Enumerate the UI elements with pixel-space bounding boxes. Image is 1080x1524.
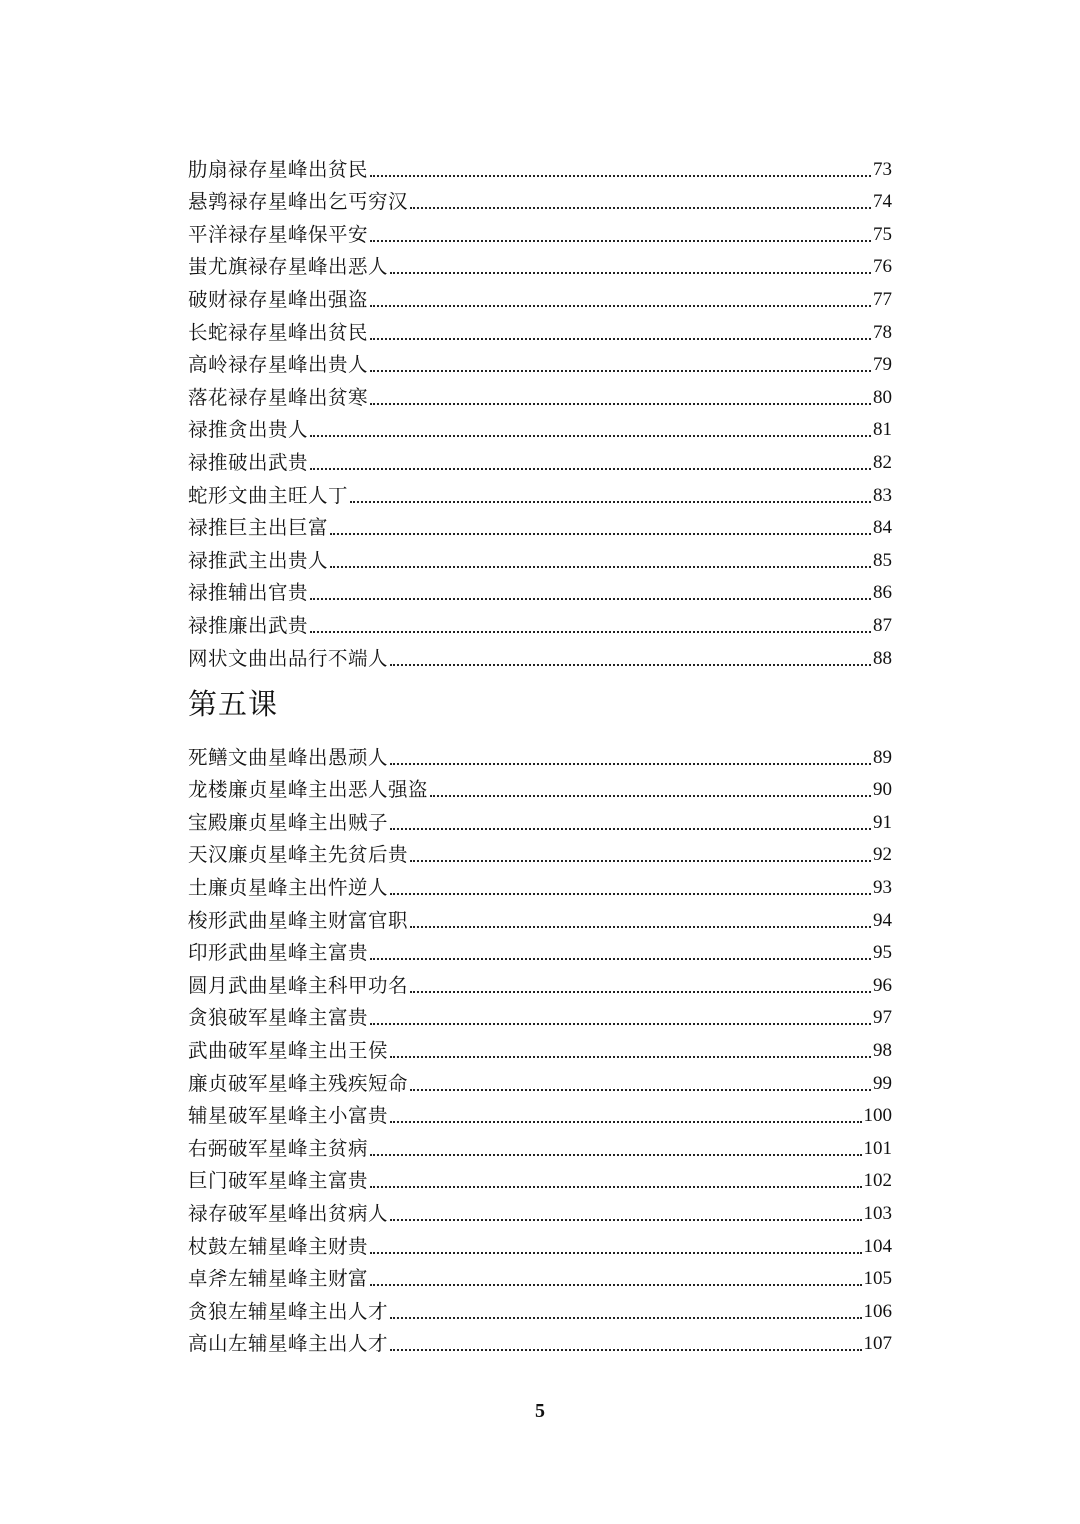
dot-leader bbox=[370, 1186, 861, 1188]
toc-entry-title: 圆月武曲星峰主科甲功名 bbox=[188, 973, 409, 997]
dot-leader bbox=[370, 370, 871, 372]
toc-entry-page: 104 bbox=[863, 1235, 892, 1257]
toc-entry-title: 巨门破军星峰主富贵 bbox=[188, 1169, 369, 1193]
toc-entry-title: 廉贞破军星峰主残疾短命 bbox=[188, 1071, 409, 1095]
dot-leader bbox=[370, 1154, 861, 1156]
toc-row[interactable] bbox=[188, 738, 892, 771]
toc-row[interactable] bbox=[188, 1260, 892, 1293]
toc-entry-title: 蛇形文曲主旺人丁 bbox=[188, 483, 349, 507]
toc-entry-page: 94 bbox=[873, 909, 892, 931]
toc-entry-title: 武曲破军星峰主出王侯 bbox=[188, 1038, 389, 1062]
dot-leader bbox=[410, 207, 871, 209]
toc-row[interactable] bbox=[188, 574, 892, 607]
toc-row[interactable] bbox=[188, 411, 892, 444]
toc-entry-title: 禄推辅出官贵 bbox=[188, 581, 309, 605]
toc-row[interactable] bbox=[188, 313, 892, 346]
toc-entry-page: 106 bbox=[863, 1300, 892, 1322]
toc-entry-title: 贪狼破军星峰主富贵 bbox=[188, 1006, 369, 1030]
toc-row[interactable] bbox=[188, 606, 892, 639]
dot-leader bbox=[410, 1089, 871, 1091]
toc-entry-page: 99 bbox=[873, 1072, 892, 1094]
toc-entry-page: 86 bbox=[873, 582, 892, 604]
toc-entry-page: 78 bbox=[873, 321, 892, 343]
dot-leader bbox=[310, 631, 871, 633]
toc-entry-title: 龙楼廉贞星峰主出恶人强盗 bbox=[188, 778, 429, 802]
dot-leader bbox=[410, 926, 871, 928]
toc-entry-page: 95 bbox=[873, 942, 892, 964]
dot-leader bbox=[370, 240, 871, 242]
toc-entry-title: 长蛇禄存星峰出贫民 bbox=[188, 320, 369, 344]
toc-entry-title: 土廉贞星峰主出忤逆人 bbox=[188, 875, 389, 899]
toc-entry-title: 禄推廉出武贵 bbox=[188, 613, 309, 637]
toc-row[interactable] bbox=[188, 966, 892, 999]
toc-row[interactable] bbox=[188, 476, 892, 509]
dot-leader bbox=[370, 1252, 861, 1254]
dot-leader bbox=[430, 795, 871, 797]
toc-row[interactable] bbox=[188, 509, 892, 542]
toc-entry-title: 死鳝文曲星峰出愚顽人 bbox=[188, 745, 389, 769]
toc-entry-title: 禄存破军星峰出贫病人 bbox=[188, 1201, 389, 1225]
dot-leader bbox=[410, 991, 871, 993]
toc-entry-page: 100 bbox=[863, 1105, 892, 1127]
toc-entry-page: 74 bbox=[873, 191, 892, 213]
toc-entry-title: 杖鼓左辅星峰主财贵 bbox=[188, 1234, 369, 1258]
dot-leader bbox=[390, 893, 871, 895]
toc-row[interactable] bbox=[188, 215, 892, 248]
toc-entry-page: 87 bbox=[873, 614, 892, 636]
toc-entry-title: 辅星破军星峰主小富贵 bbox=[188, 1104, 389, 1128]
dot-leader bbox=[410, 860, 871, 862]
toc-entry-page: 102 bbox=[863, 1170, 892, 1192]
section-heading: 第五课 bbox=[188, 687, 279, 721]
toc-entry-title: 蚩尤旗禄存星峰出恶人 bbox=[188, 255, 389, 279]
dot-leader bbox=[390, 272, 871, 274]
toc-entry-title: 网状文曲出品行不端人 bbox=[188, 646, 389, 670]
toc-entry-page: 91 bbox=[873, 811, 892, 833]
toc-entry-page: 85 bbox=[873, 549, 892, 571]
dot-leader bbox=[310, 598, 871, 600]
toc-entry-title: 宝殿廉贞星峰主出贼子 bbox=[188, 810, 389, 834]
dot-leader bbox=[310, 435, 871, 437]
toc-row[interactable] bbox=[188, 836, 892, 869]
toc-row[interactable] bbox=[188, 1194, 892, 1227]
toc-entry-title: 禄推武主出贵人 bbox=[188, 548, 329, 572]
dot-leader bbox=[390, 828, 871, 830]
toc-entry-title: 卓斧左辅星峰主财富 bbox=[188, 1267, 369, 1291]
toc-row[interactable] bbox=[188, 639, 892, 672]
toc-entry-title: 梭形武曲星峰主财富官职 bbox=[188, 908, 409, 932]
dot-leader bbox=[370, 1023, 871, 1025]
toc-entry-title: 贪狼左辅星峰主出人才 bbox=[188, 1299, 389, 1323]
toc-entry-page: 89 bbox=[873, 746, 892, 768]
toc-row[interactable] bbox=[188, 934, 892, 967]
toc-entry-page: 98 bbox=[873, 1039, 892, 1061]
toc-list-top bbox=[188, 150, 892, 672]
toc-row[interactable] bbox=[188, 1227, 892, 1260]
toc-entry-page: 107 bbox=[863, 1333, 892, 1355]
dot-leader bbox=[310, 468, 871, 470]
dot-leader bbox=[390, 1056, 871, 1058]
toc-entry-title: 禄推贪出贵人 bbox=[188, 418, 309, 442]
toc-entry-page: 101 bbox=[863, 1137, 892, 1159]
toc-entry-title: 禄推巨主出巨富 bbox=[188, 516, 329, 540]
toc-entry-page: 97 bbox=[873, 1007, 892, 1029]
toc-entry-page: 84 bbox=[873, 517, 892, 539]
page-number: 5 bbox=[535, 1400, 545, 1422]
toc-entry-page: 81 bbox=[873, 419, 892, 441]
toc-entry-title: 高山左辅星峰主出人才 bbox=[188, 1332, 389, 1356]
toc-row[interactable] bbox=[188, 248, 892, 281]
dot-leader bbox=[390, 763, 871, 765]
toc-entry-title: 高岭禄存星峰出贵人 bbox=[188, 353, 369, 377]
toc-entry-page: 105 bbox=[863, 1268, 892, 1290]
toc-entry-page: 76 bbox=[873, 256, 892, 278]
toc-entry-title: 落花禄存星峰出贫寒 bbox=[188, 385, 369, 409]
toc-row[interactable] bbox=[188, 150, 892, 183]
dot-leader bbox=[330, 533, 871, 535]
dot-leader bbox=[370, 958, 871, 960]
toc-entry-page: 88 bbox=[873, 647, 892, 669]
toc-entry-title: 悬鹑禄存星峰出乞丐穷汉 bbox=[188, 190, 409, 214]
toc-row[interactable] bbox=[188, 1097, 892, 1130]
dot-leader bbox=[370, 305, 871, 307]
dot-leader bbox=[390, 1219, 861, 1221]
toc-entry-title: 天汉廉贞星峰主先贫后贵 bbox=[188, 843, 409, 867]
toc-row[interactable] bbox=[188, 1031, 892, 1064]
dot-leader bbox=[390, 1349, 861, 1351]
toc-entry-page: 80 bbox=[873, 386, 892, 408]
toc-row[interactable] bbox=[188, 1292, 892, 1325]
toc-entry-title: 印形武曲星峰主富贵 bbox=[188, 941, 369, 965]
toc-entry-title: 右弼破军星峰主贫病 bbox=[188, 1136, 369, 1160]
toc-row[interactable] bbox=[188, 868, 892, 901]
toc-entry-page: 92 bbox=[873, 844, 892, 866]
toc-entry-page: 96 bbox=[873, 974, 892, 996]
toc-entry-title: 破财禄存星峰出强盗 bbox=[188, 287, 369, 311]
toc-list-bottom bbox=[188, 738, 892, 1357]
dot-leader bbox=[390, 1317, 861, 1319]
toc-row[interactable] bbox=[188, 443, 892, 476]
dot-leader bbox=[370, 338, 871, 340]
toc-entry-page: 93 bbox=[873, 876, 892, 898]
dot-leader bbox=[370, 175, 871, 177]
toc-entry-page: 90 bbox=[873, 779, 892, 801]
toc-entry-page: 83 bbox=[873, 484, 892, 506]
dot-leader bbox=[370, 403, 871, 405]
toc-row[interactable] bbox=[188, 901, 892, 934]
toc-row[interactable] bbox=[188, 1162, 892, 1195]
toc-entry-title: 禄推破出武贵 bbox=[188, 450, 309, 474]
toc-row[interactable] bbox=[188, 1325, 892, 1358]
toc-row[interactable] bbox=[188, 803, 892, 836]
dot-leader bbox=[350, 501, 871, 503]
toc-entry-page: 79 bbox=[873, 354, 892, 376]
dot-leader bbox=[370, 1284, 861, 1286]
toc-row[interactable] bbox=[188, 378, 892, 411]
toc-entry-title: 平洋禄存星峰保平安 bbox=[188, 222, 369, 246]
dot-leader bbox=[390, 664, 871, 666]
toc-row[interactable] bbox=[188, 346, 892, 379]
toc-entry-page: 77 bbox=[873, 288, 892, 310]
toc-entry-page: 103 bbox=[863, 1202, 892, 1224]
toc-row[interactable] bbox=[188, 183, 892, 216]
toc-entry-title: 肋扇禄存星峰出贫民 bbox=[188, 157, 369, 181]
dot-leader bbox=[330, 566, 871, 568]
toc-row[interactable] bbox=[188, 999, 892, 1032]
toc-row[interactable] bbox=[188, 1129, 892, 1162]
toc-row[interactable] bbox=[188, 541, 892, 574]
toc-entry-page: 73 bbox=[873, 158, 892, 180]
toc-row[interactable] bbox=[188, 280, 892, 313]
toc-entry-page: 82 bbox=[873, 451, 892, 473]
toc-row[interactable] bbox=[188, 1064, 892, 1097]
toc-entry-page: 75 bbox=[873, 223, 892, 245]
toc-row[interactable] bbox=[188, 771, 892, 804]
dot-leader bbox=[390, 1121, 861, 1123]
